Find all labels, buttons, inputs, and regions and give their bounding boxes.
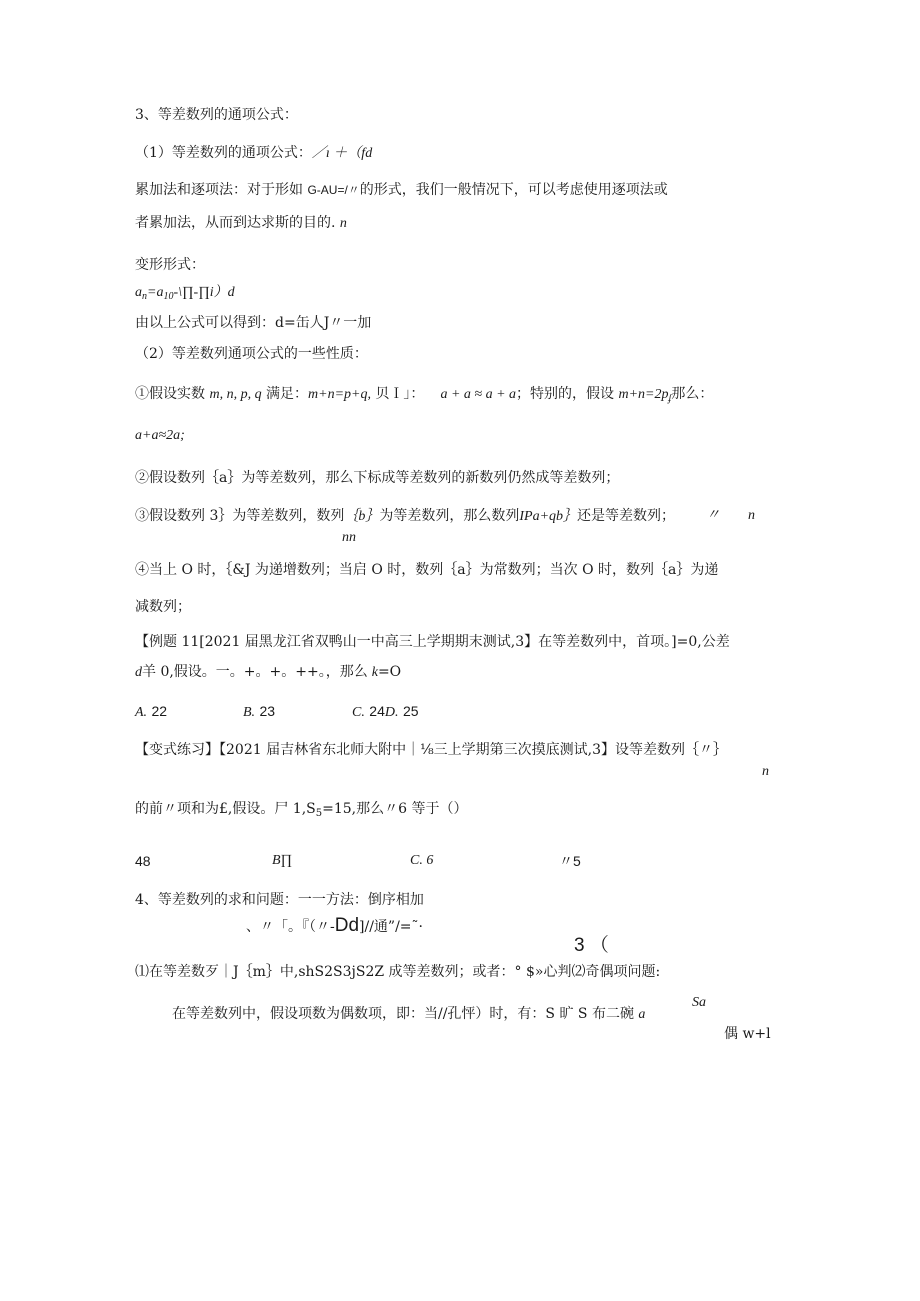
line-text: 满足： xyxy=(261,386,309,402)
option-value: 23 xyxy=(259,703,276,719)
s4-heading: 4、等差数列的求和问题：一一方法：倒序相加 xyxy=(135,892,424,908)
sum-property-1: ⑴在等差数歹｜J｛m｝中,shS2S3jS2Z 成等差数列；或者：° $»心判⑵奇偶项问题: xyxy=(135,964,661,980)
variant-formula xyxy=(135,283,235,307)
formula: IPa+qb｝ xyxy=(519,509,578,524)
option-b xyxy=(243,701,275,723)
answer-d: 〃5 xyxy=(559,853,581,869)
line-text: =O xyxy=(377,664,402,680)
line-text: 的形式，我们一般情况下，可以考虑使用逐项法或 xyxy=(359,182,668,198)
accumulate-method-line xyxy=(135,180,668,200)
answer-c: C. 6 xyxy=(410,853,434,868)
property-2: ②假设数列｛a｝为等差数列，那么下标成等差数列的新数列仍然成等差数列； xyxy=(135,470,620,486)
line-text: 在等差数列中，假设项数为偶数项，即：当//孔怦）时，有：S 旷 S 布二碗 xyxy=(172,1006,634,1022)
formula: =a xyxy=(147,285,164,300)
example-11: 【例题 11[2021 届黑龙江省双鸭山一中高三上学期期末测试,3】在等差数列中，首项。]=0,公差 xyxy=(135,634,730,650)
formula: n xyxy=(339,216,347,231)
formula: ｛b｝ xyxy=(344,509,380,524)
property-3-subs: nn xyxy=(342,530,356,545)
formula-sub: n xyxy=(142,291,147,302)
formula: d xyxy=(135,665,142,680)
property-1-formula: a+a≈2a; xyxy=(135,428,185,443)
option-value: 24 xyxy=(369,703,385,719)
line-text: 累加法和逐项法：对于形如 xyxy=(135,182,308,198)
option-value: 25 xyxy=(402,703,419,719)
variant-exercise-n: n xyxy=(762,764,769,779)
option-label: C. xyxy=(352,705,365,720)
formula: a xyxy=(638,1007,646,1022)
even-terms-sa: Sa xyxy=(692,995,706,1010)
line-text: 者累加法，从而到达求斯的目的. xyxy=(135,215,336,231)
option-value: 22 xyxy=(151,703,168,719)
variant-exercise: 【变式练习】【2021 届吉林省东北师大附中｜⅛三上学期第三次摸底测试,3】设等差数列｛〃｝ xyxy=(135,742,728,758)
line-text: ①假设实数 xyxy=(135,386,210,402)
line-text: =15,那么〃6 等于（） xyxy=(322,801,468,817)
formula: m, n, p, q xyxy=(209,387,262,402)
properties-heading: （2）等差数列通项公式的一些性质： xyxy=(135,346,368,362)
property-4: ④当上 O 时，｛&J 为递增数列；当启 O 时，数列｛a｝为常数列；当次 O 时，数列｛a｝为递 xyxy=(135,562,719,578)
line-text: ③假设数列 3｝为等差数列，数列 xyxy=(135,508,345,524)
line-text: （1）等差数列的通项公式： xyxy=(135,145,312,161)
formula: -\∏-∏i）d xyxy=(173,285,235,300)
sum-formula-fraction: 3 （ xyxy=(574,935,609,956)
line-text: 由以上公式可以得到： xyxy=(135,315,275,331)
formula: ]//通”/=˜· xyxy=(359,919,423,935)
formula-sub: ʄ xyxy=(668,393,672,404)
formula: d=缶人J〃一加 xyxy=(275,315,372,331)
even-terms-line xyxy=(172,1004,645,1025)
formula: ／ı ＋（fd xyxy=(311,146,373,161)
answer-48: 48 xyxy=(135,853,151,869)
formula: a xyxy=(135,285,142,300)
formula: k xyxy=(371,665,378,680)
derived-formula-line xyxy=(135,313,371,333)
s3-heading: 3、等差数列的通项公式： xyxy=(135,107,298,123)
option-label: A. xyxy=(135,705,148,720)
formula: m+n=2p xyxy=(618,387,669,402)
line-text: 贝Ｉ」： xyxy=(370,386,425,402)
formula: a + a ≈ a + a xyxy=(440,387,517,402)
line-text: 羊 0,假设。一。+。+。++。，那么 xyxy=(142,664,368,680)
line-text: 为等差数列，那么数列 xyxy=(379,508,520,524)
answer-b: B∏ xyxy=(272,853,293,868)
property-3-mark: 〃 xyxy=(706,508,720,523)
formula: G-AU=/〃 xyxy=(307,183,360,197)
formula-sub: 5 xyxy=(315,808,323,819)
property-4-cont: 减数列； xyxy=(135,599,191,615)
general-term-formula-line xyxy=(135,143,372,164)
property-3-n: n xyxy=(748,508,755,523)
formula: Dd xyxy=(334,915,360,936)
line-text: 还是等差数列； xyxy=(577,508,676,524)
example-11-cont xyxy=(135,662,401,683)
line-text: ；特别的，假设 xyxy=(516,386,619,402)
option-label: B. xyxy=(243,705,256,720)
sum-formula xyxy=(246,916,423,937)
formula: 、〃「。『（〃- xyxy=(246,919,335,935)
even-terms-sub: 偶 w+l xyxy=(724,1026,771,1042)
option-a xyxy=(135,701,167,723)
accumulate-method-line-2 xyxy=(135,213,347,234)
line-text: 那么： xyxy=(671,386,714,402)
option-cd xyxy=(352,701,419,723)
property-1 xyxy=(135,384,713,409)
option-label: D. xyxy=(384,705,399,720)
formula-sub: 10 xyxy=(163,291,174,302)
line-text: 的前〃项和为£,假设。尸 1,S xyxy=(135,801,316,817)
formula: m+n=p+q, xyxy=(308,387,371,402)
variant-exercise-cont xyxy=(135,799,468,824)
variant-form-heading: 变形形式： xyxy=(135,257,205,273)
property-3 xyxy=(135,506,675,527)
